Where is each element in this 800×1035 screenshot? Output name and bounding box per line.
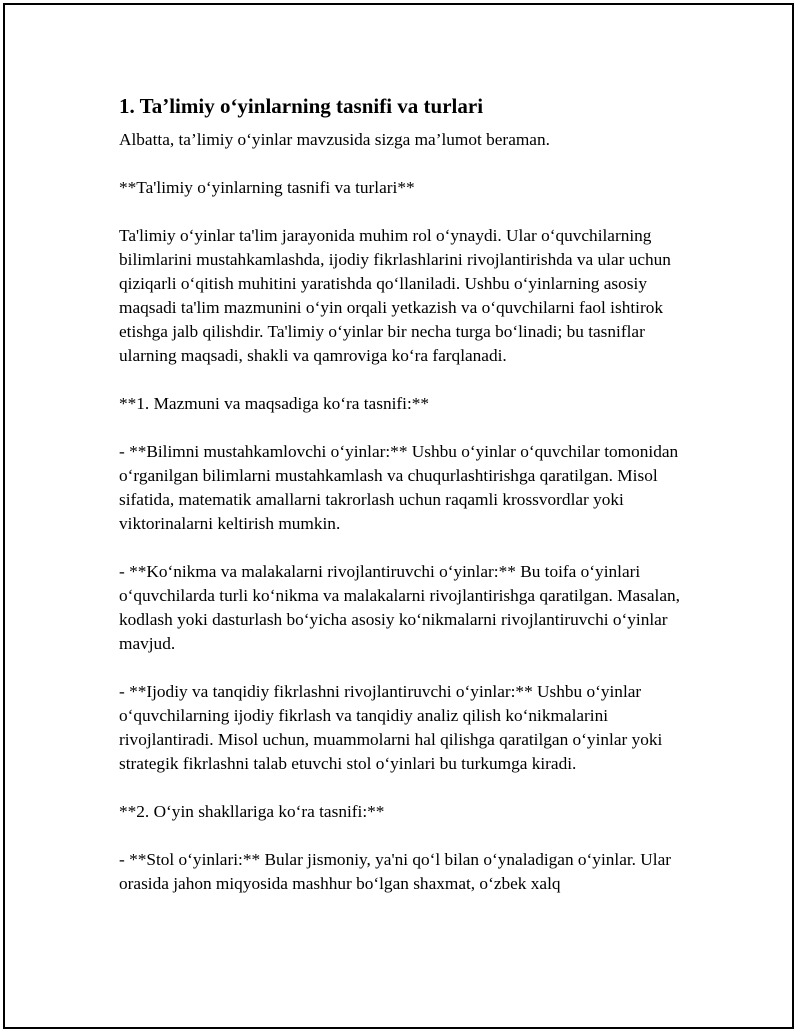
- list-item-board-games: - **Stol o‘yinlari:** Bular jismoniy, ya'ni qo‘l bilan o‘ynaladigan o‘yinlar. Ular orasida jahon miqyosida mashhur bo‘lgan shaxmat, o‘zbek xalq: [119, 850, 672, 893]
- list-item-creative-games: - **Ijodiy va tanqidiy fikrlashni rivojlantiruvchi o‘yinlar:** Ushbu o‘yinlar o‘quvchilarning ijodiy fikrlash va tanqidiy analiz qilish ko‘nikmalarini rivojlantiradi. Misol uchun, muammolarni hal qilishga qaratilgan o‘yinlar yoki strategik fikrlashni talab etuvchi stol o‘yinlari bu turkumga kiradi.: [119, 682, 663, 773]
- subsection-heading-forms: **2. O‘yin shakllariga ko‘ra tasnifi:**: [119, 802, 385, 821]
- document-body: [119, 92, 685, 920]
- list-item-skill-games: - **Ko‘nikma va malakalarni rivojlantiruvchi o‘yinlar:** Bu toifa o‘yinlari o‘quvchilarda turli ko‘nikma va malakalarni rivojlantirishga qaratilgan. Masalan, kodlash yoki dasturlash bo‘yicha asosiy ko‘nikmalarni rivojlantiruvchi o‘yinlar mavjud.: [119, 562, 680, 653]
- list-item-knowledge-games: - **Bilimni mustahkamlovchi o‘yinlar:** Ushbu o‘yinlar o‘quvchilar tomonidan o‘rganilgan bilimlarni mustahkamlash va chuqurlashtirishga qaratilgan. Misol sifatida, matematik amallarni takrorlash uchun raqamli krossvordlar yoki viktorinalarni keltirish mumkin.: [119, 442, 679, 533]
- intro-paragraph: Albatta, ta’limiy o‘yinlar mavzusida sizga ma’lumot beraman.: [119, 130, 550, 149]
- document-title: 1. Ta’limiy o‘yinlarning tasnifi va turlari: [119, 94, 484, 118]
- overview-paragraph: Ta'limiy o‘yinlar ta'lim jarayonida muhim rol o‘ynaydi. Ular o‘quvchilarning bilimlarini mustahkamlashda, ijodiy fikrlashlarini rivojlantirishda va ular uchun qiziqarli o‘qitish muhitini yaratishda qo‘llaniladi. Ushbu o‘yinlarning asosiy maqsadi ta'lim mazmunini o‘yin orqali yetkazish va o‘quvchilarni faol ishtirok etishga jalb qilishdir. Ta'limiy o‘yinlar bir necha turga bo‘linadi; bu tasniflar ularning maqsadi, shakli va qamroviga ko‘ra farqlanadi.: [119, 226, 671, 365]
- subsection-heading-content: **1. Mazmuni va maqsadiga ko‘ra tasnifi:**: [119, 394, 430, 413]
- section-heading: **Ta'limiy o‘yinlarning tasnifi va turlari**: [119, 178, 415, 197]
